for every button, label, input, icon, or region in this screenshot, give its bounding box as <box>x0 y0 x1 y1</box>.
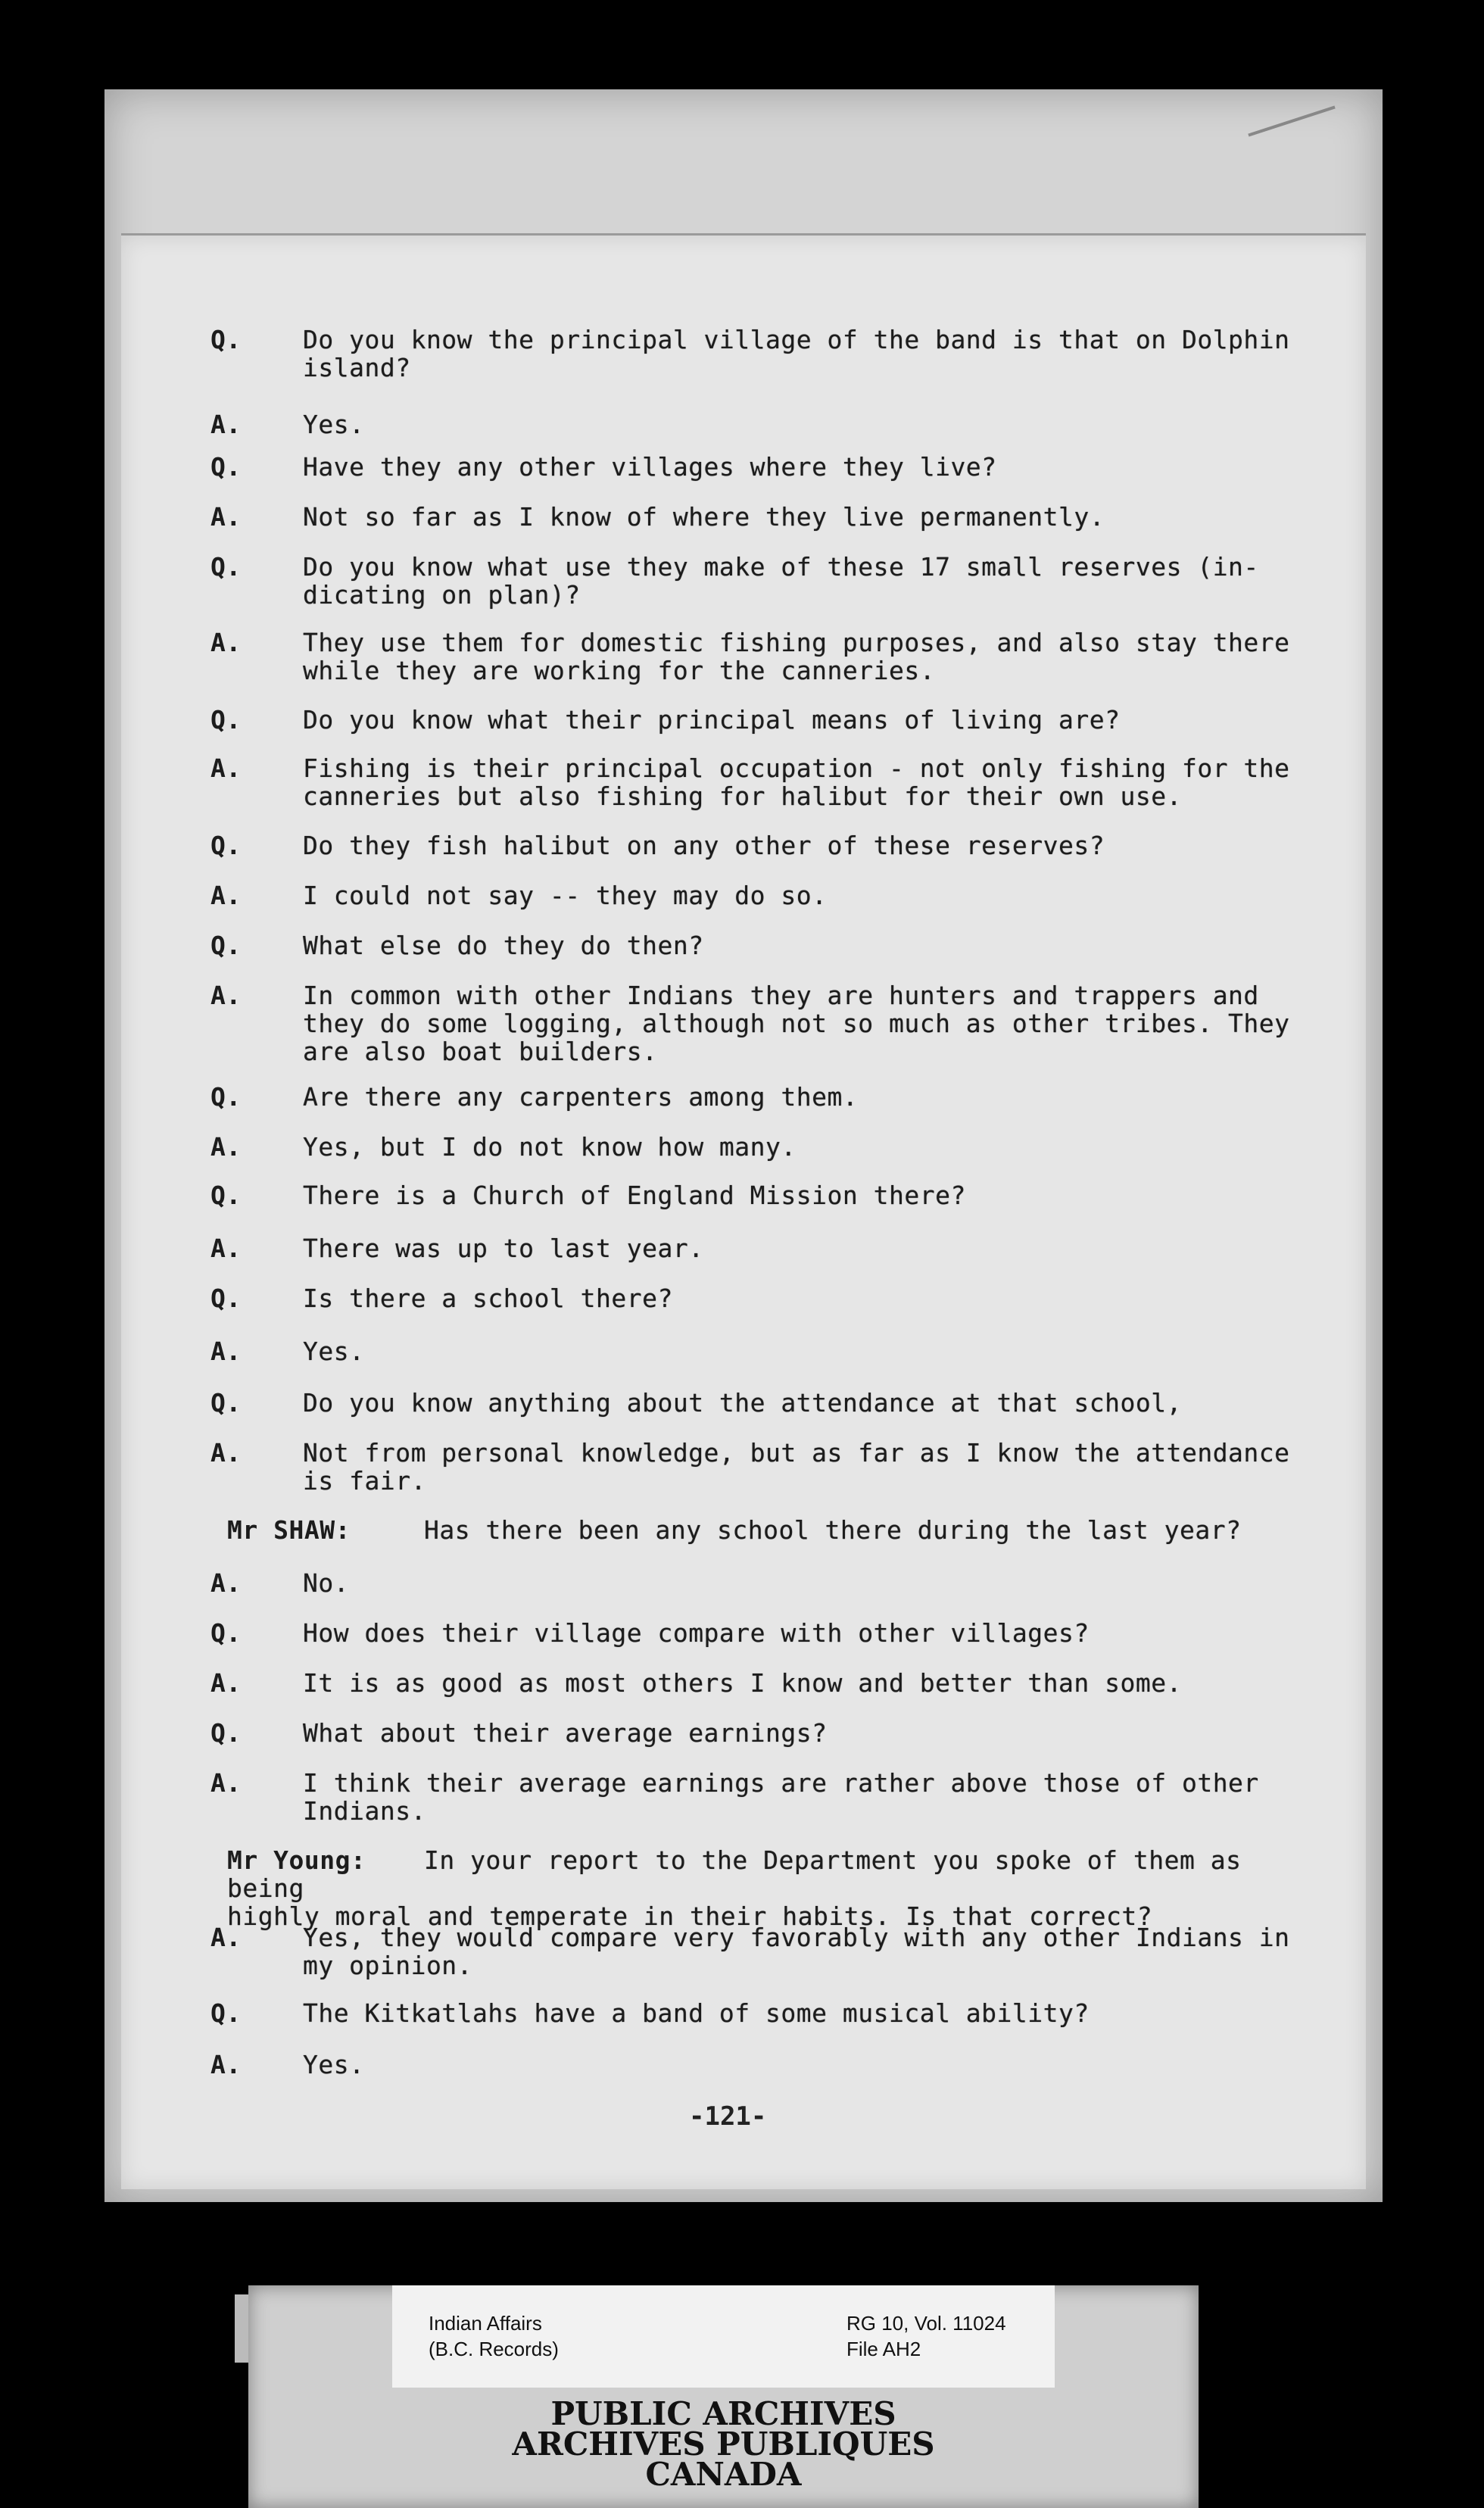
utterance-text: Do you know the principal village of the band is that on Dolphin island? <box>303 325 1290 382</box>
speaker-label: Q. <box>210 325 242 354</box>
speaker-label: Q. <box>210 931 242 960</box>
speaker-label: A. <box>210 1234 242 1263</box>
utterance-text: Do you know what use they make of these 17 small reserves (in- dicating on plan)? <box>303 552 1259 610</box>
speaker-label: Q. <box>210 552 242 582</box>
speaker-label: A. <box>210 1568 242 1598</box>
speaker-label: A. <box>210 1668 242 1698</box>
archive-stamp-line-3: CANADA <box>645 2456 802 2493</box>
speaker-label: A. <box>210 1923 242 1952</box>
archive-stamp-line-1: PUBLIC ARCHIVES <box>550 2395 896 2432</box>
transcript <box>0 326 1484 2098</box>
utterance-text: It is as good as most others I know and better than some. <box>303 1668 1182 1698</box>
page-number: -121- <box>689 2101 767 2132</box>
utterance-text: How does their village compare with other villages? <box>303 1618 1090 1648</box>
speaker-label: A. <box>210 628 242 657</box>
label-tab <box>235 2294 250 2363</box>
utterance-text: Yes. <box>303 1337 365 1366</box>
reference-line-2: File AH2 <box>846 2338 921 2360</box>
utterance-text: Yes, they would compare very favorably with any other Indians in my opinion. <box>303 1923 1290 1980</box>
speaker-label: A. <box>210 1132 242 1162</box>
speaker-label: A. <box>210 2050 242 2079</box>
speaker-label: A. <box>210 981 242 1010</box>
utterance-text: Yes, but I do not know how many. <box>303 1132 797 1162</box>
speaker-label: Q. <box>210 1082 242 1112</box>
utterance-text: No. <box>303 1568 350 1598</box>
utterance-text: Not so far as I know of where they live permanently. <box>303 502 1105 532</box>
speaker-label: Q. <box>210 1998 242 2028</box>
utterance-text: What about their average earnings? <box>303 1718 828 1748</box>
utterance-text: In your report to the Department you spoke of them as being highly moral and temperate in their habits. Is that correct? <box>227 1845 1242 1931</box>
utterance-text: There is a Church of England Mission there? <box>303 1181 966 1210</box>
reference-line-1: RG 10, Vol. 11024 <box>846 2312 1006 2335</box>
speaker-label: Q. <box>210 1284 242 1313</box>
speaker-label: A. <box>210 1768 242 1798</box>
speaker-label: A. <box>210 502 242 532</box>
utterance-text: In common with other Indians they are hunters and trappers and they do some logging, although not so much as other tribes. They are also boat builders. <box>303 981 1290 1066</box>
pen-mark <box>1248 106 1335 137</box>
utterance-text: I could not say -- they may do so. <box>303 881 828 910</box>
speaker-label: A. <box>210 881 242 910</box>
speaker-label: Mr Young: <box>227 1845 366 1875</box>
utterance-text: There was up to last year. <box>303 1234 704 1263</box>
utterance-text: Not from personal knowledge, but as far as I know the attendance is fair. <box>303 1438 1290 1496</box>
speaker-label: Q. <box>210 1718 242 1748</box>
archive-label <box>248 2285 1199 2508</box>
utterance-text: What else do they do then? <box>303 931 704 960</box>
speaker-label: Q. <box>210 1181 242 1210</box>
utterance-text: They use them for domestic fishing purposes, and also stay there while they are working for the canneries. <box>303 628 1290 685</box>
utterance-text: I think their average earnings are rather above those of other Indians. <box>303 1768 1259 1826</box>
speaker-label: A. <box>210 1337 242 1366</box>
utterance-text: Fishing is their principal occupation - not only fishing for the canneries but also fishing for halibut for their own use. <box>303 753 1290 811</box>
utterance-text: Yes. <box>303 410 365 439</box>
speaker-label: Q. <box>210 452 242 482</box>
speaker-label: Q. <box>210 831 242 860</box>
utterance-text: Do they fish halibut on any other of these reserves? <box>303 831 1105 860</box>
department-line-2: (B.C. Records) <box>429 2338 559 2360</box>
speaker-label: Q. <box>210 1618 242 1648</box>
speaker-label: Q. <box>210 705 242 735</box>
speaker-label: Mr SHAW: <box>227 1515 351 1545</box>
speaker-label: A. <box>210 410 242 439</box>
utterance-text: Has there been any school there during the last year? <box>424 1515 1242 1545</box>
speaker-label: A. <box>210 1438 242 1468</box>
speaker-label: A. <box>210 753 242 783</box>
utterance-text: Do you know what their principal means of living are? <box>303 705 1121 735</box>
speaker-label: Q. <box>210 1388 242 1418</box>
archive-stamp-line-2: ARCHIVES PUBLIQUES <box>512 2425 935 2463</box>
utterance-text: Do you know anything about the attendance at that school, <box>303 1388 1182 1418</box>
utterance-text: The Kitkatlahs have a band of some musical ability? <box>303 1998 1090 2028</box>
utterance-text: Yes. <box>303 2050 365 2079</box>
department-line-1: Indian Affairs <box>429 2312 542 2335</box>
utterance-text: Is there a school there? <box>303 1284 673 1313</box>
utterance-text: Have they any other villages where they live? <box>303 452 997 482</box>
utterance-text: Are there any carpenters among them. <box>303 1082 859 1112</box>
